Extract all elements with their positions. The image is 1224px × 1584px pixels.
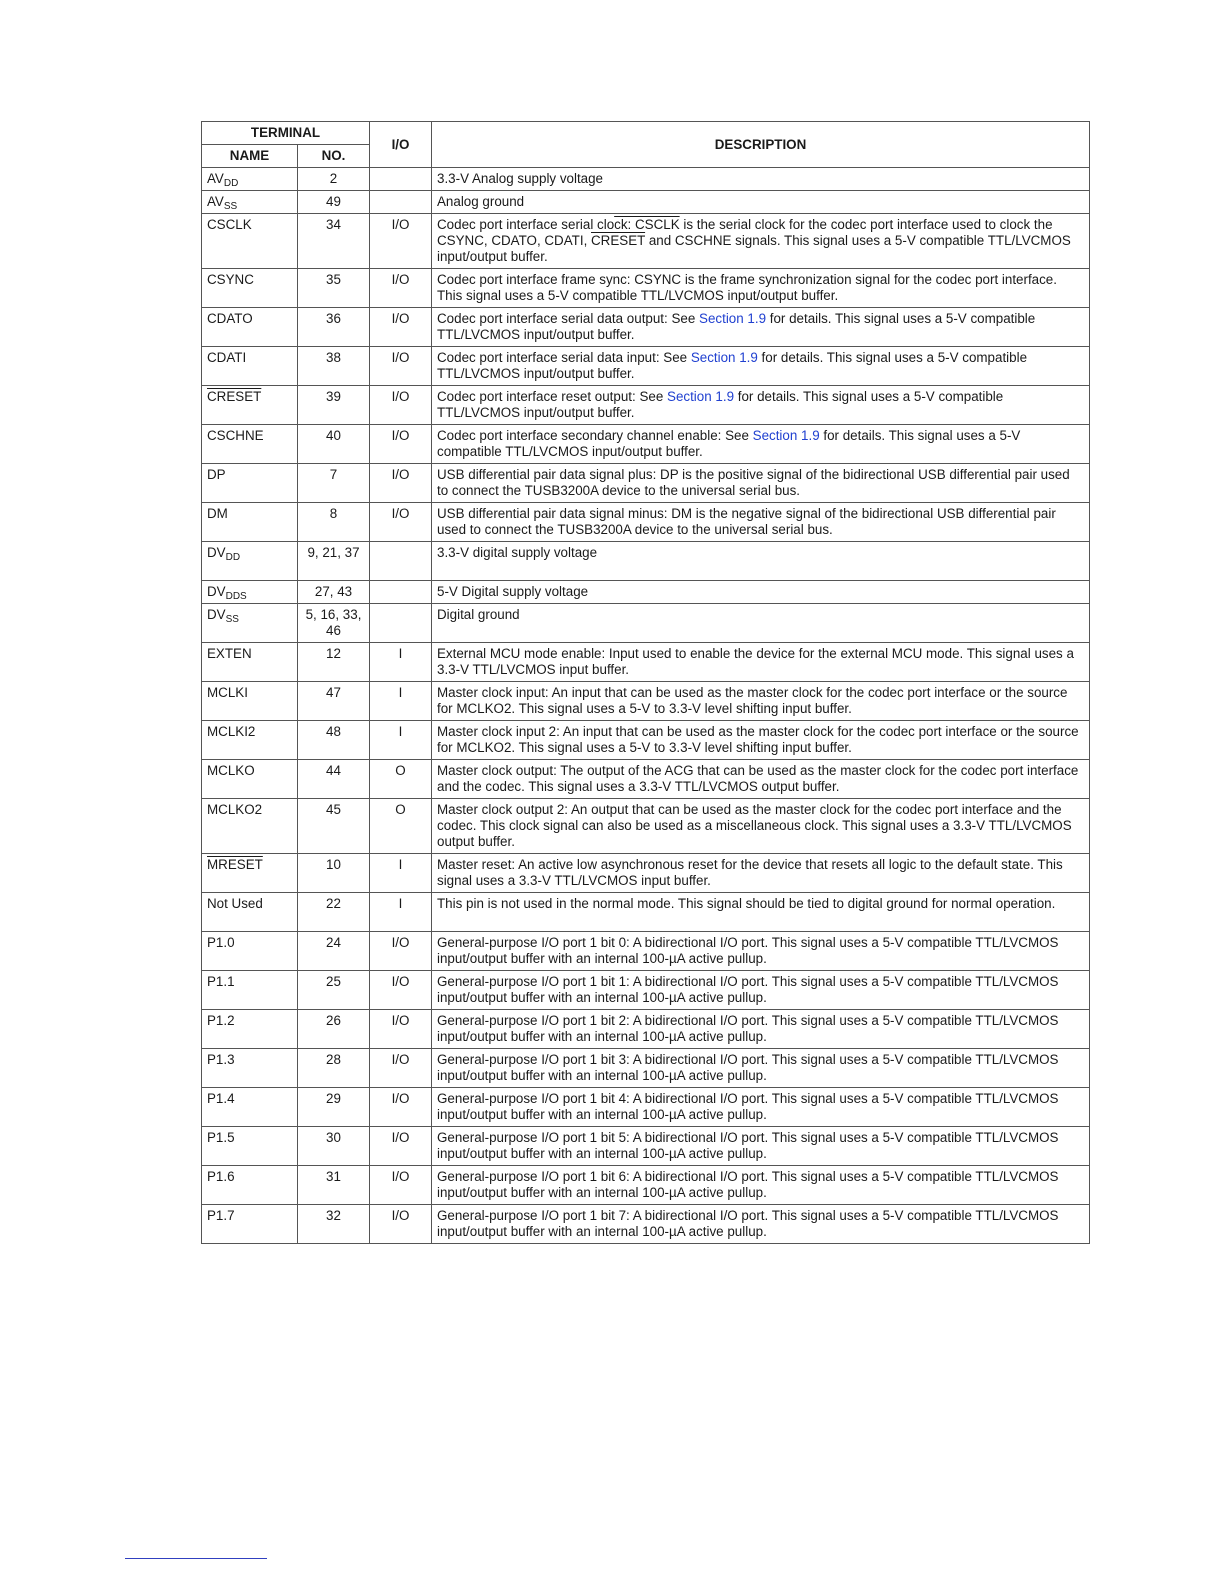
terminal-number: 28 (298, 1049, 370, 1088)
terminal-number: 8 (298, 503, 370, 542)
table-row (202, 503, 1090, 542)
terminal-name-text: P1.7 (207, 1208, 235, 1223)
terminal-name (202, 168, 298, 191)
terminal-number: 9, 21, 37 (298, 542, 370, 581)
terminal-io: I/O (370, 347, 432, 386)
description-text: Codec port interface reset output: See (437, 389, 668, 404)
description-text: Codec port interface serial data input: See (437, 350, 691, 365)
table-row (202, 893, 1090, 932)
description-text: Codec port interface serial data output: See (437, 311, 700, 326)
terminal-name (202, 464, 298, 503)
terminal-description (432, 682, 1090, 721)
terminal-name (202, 760, 298, 799)
table-row (202, 464, 1090, 503)
terminal-name-subscript: SS (225, 614, 239, 625)
terminal-io: I/O (370, 1088, 432, 1127)
terminal-name-text: DP (207, 467, 226, 482)
terminal-io (370, 542, 432, 581)
terminal-name (202, 854, 298, 893)
terminal-io: I/O (370, 503, 432, 542)
terminal-name-text: CSCHNE (207, 428, 264, 443)
terminal-description (432, 269, 1090, 308)
terminal-number: 29 (298, 1088, 370, 1127)
terminal-description (432, 854, 1090, 893)
terminal-io: I (370, 643, 432, 682)
description-text: and CSCHNE signals. This signal uses a 5-V compatible TTL/LVCMOS input/output buffer. (437, 233, 1071, 264)
terminal-name (202, 214, 298, 269)
terminal-name (202, 425, 298, 464)
terminal-name-text: EXTEN (207, 646, 252, 661)
terminal-number: 39 (298, 386, 370, 425)
terminal-name-text: CDATI (207, 350, 247, 365)
terminal-number: 47 (298, 682, 370, 721)
terminal-name (202, 1166, 298, 1205)
description-text: Codec port interface serial clo (437, 217, 615, 232)
description-text: Digital ground (437, 607, 520, 622)
terminal-name-text: CDATO (207, 311, 253, 326)
terminal-description (432, 386, 1090, 425)
terminal-description (432, 581, 1090, 604)
terminal-io: I/O (370, 464, 432, 503)
terminal-description (432, 503, 1090, 542)
terminal-description (432, 308, 1090, 347)
terminal-description (432, 464, 1090, 503)
terminal-io: O (370, 799, 432, 854)
section-link[interactable]: Section 1.9 (667, 389, 735, 404)
terminal-name-text: P1.4 (207, 1091, 235, 1106)
terminal-io: I/O (370, 1049, 432, 1088)
terminal-number: 38 (298, 347, 370, 386)
table-row (202, 604, 1090, 643)
terminal-io: I/O (370, 932, 432, 971)
terminal-io (370, 168, 432, 191)
terminal-number: 22 (298, 893, 370, 932)
terminal-description (432, 643, 1090, 682)
description-text: Master reset: An active low asynchronous reset for the device that resets all logic to the default state. This signal uses a 3.3-V TTL/LVCMOS input buffer. (437, 857, 1063, 888)
description-text: General-purpose I/O port 1 bit 1: A bidirectional I/O port. This signal uses a 5-V compatible TTL/LVCMOS input/output buffer with an internal 100-µA active pullup. (437, 974, 1059, 1005)
terminal-io: I/O (370, 1205, 432, 1244)
terminal-description (432, 1049, 1090, 1088)
terminal-description (432, 214, 1090, 269)
section-link[interactable]: Section 1.9 (752, 428, 820, 443)
section-link[interactable]: Section 1.9 (699, 311, 767, 326)
table-body (202, 168, 1090, 1244)
terminal-number: 31 (298, 1166, 370, 1205)
table-row (202, 168, 1090, 191)
terminal-description (432, 347, 1090, 386)
table-row (202, 1010, 1090, 1049)
description-text: for details. This signal uses a 5-V compatible TTL/LVCMOS input/output buffer. (437, 428, 1021, 459)
table-row (202, 760, 1090, 799)
terminal-name-subscript: DD (225, 552, 241, 563)
io-header: I/O (370, 122, 432, 168)
terminal-io: I (370, 893, 432, 932)
terminal-name-text: MRESET (207, 857, 263, 872)
terminal-name (202, 347, 298, 386)
terminal-name (202, 308, 298, 347)
terminal-io (370, 604, 432, 643)
terminal-name-subscript: DD (223, 178, 239, 189)
table-row (202, 1127, 1090, 1166)
table-row (202, 347, 1090, 386)
terminal-name (202, 721, 298, 760)
terminal-name-text: P1.3 (207, 1052, 235, 1067)
terminal-number: 49 (298, 191, 370, 214)
table-row (202, 1205, 1090, 1244)
description-text: General-purpose I/O port 1 bit 4: A bidirectional I/O port. This signal uses a 5-V compatible TTL/LVCMOS input/output buffer with an internal 100-µA active pullup. (437, 1091, 1059, 1122)
table-row (202, 425, 1090, 464)
description-text: is the serial clock for the codec port interface used to clock the CSYNC, CDATO, CDATI, (437, 217, 1053, 248)
terminal-description (432, 971, 1090, 1010)
terminal-description (432, 1166, 1090, 1205)
terminal-name (202, 893, 298, 932)
description-text: Master clock input 2: An input that can be used as the master clock for the codec port interface or the source for MCLKO2. This signal uses a 5-V to 3.3-V level shifting input buffer. (437, 724, 1079, 755)
terminal-io: I/O (370, 1127, 432, 1166)
table-row (202, 581, 1090, 604)
table-row (202, 542, 1090, 581)
description-header: DESCRIPTION (432, 122, 1090, 168)
table-row (202, 214, 1090, 269)
description-text: External MCU mode enable: Input used to enable the device for the external MCU mode. This signal uses a 3.3-V TTL/LVCMOS input buffer. (437, 646, 1074, 677)
table-row (202, 1049, 1090, 1088)
terminal-name (202, 191, 298, 214)
terminal-number: 45 (298, 799, 370, 854)
terminal-name (202, 1205, 298, 1244)
terminal-name-text: P1.6 (207, 1169, 235, 1184)
terminal-number: 35 (298, 269, 370, 308)
terminal-name-text: CSCLK (207, 217, 252, 232)
terminal-name-text: P1.5 (207, 1130, 235, 1145)
terminal-io: I/O (370, 308, 432, 347)
terminal-name-text: DM (207, 506, 228, 521)
terminal-name (202, 269, 298, 308)
description-text: General-purpose I/O port 1 bit 0: A bidirectional I/O port. This signal uses a 5-V compatible TTL/LVCMOS input/output buffer with an internal 100-µA active pullup. (437, 935, 1059, 966)
terminal-name-text: DV (207, 584, 226, 599)
terminal-description (432, 425, 1090, 464)
terminal-name (202, 581, 298, 604)
terminal-description (432, 799, 1090, 854)
description-text: 3.3-V Analog supply voltage (437, 171, 604, 186)
terminal-name-text: MCLKO2 (207, 802, 263, 817)
description-text: for details. This signal uses a 5-V compatible TTL/LVCMOS input/output buffer. (437, 389, 1004, 420)
table-row (202, 386, 1090, 425)
terminal-description (432, 932, 1090, 971)
terminal-name-text: AV (207, 194, 224, 209)
terminal-name-text: MCLKI2 (207, 724, 256, 739)
table-row (202, 932, 1090, 971)
description-text: 5-V Digital supply voltage (437, 584, 589, 599)
terminal-name-text: CSYNC (207, 272, 254, 287)
table-row (202, 721, 1090, 760)
terminal-name-text: P1.2 (207, 1013, 235, 1028)
terminal-number: 24 (298, 932, 370, 971)
terminal-name (202, 682, 298, 721)
terminal-number: 36 (298, 308, 370, 347)
terminal-functions-table (201, 121, 1090, 1244)
description-text: Master clock input: An input that can be used as the master clock for the codec port interface or the source for MCLKO2. This signal uses a 5-V to 3.3-V level shifting input buffer. (437, 685, 1068, 716)
description-text: This pin is not used in the normal mode. This signal should be tied to digital ground for normal operation. (437, 896, 1056, 911)
terminal-name (202, 971, 298, 1010)
terminal-name (202, 932, 298, 971)
terminal-io: I (370, 854, 432, 893)
table-row (202, 1166, 1090, 1205)
description-text: General-purpose I/O port 1 bit 6: A bidirectional I/O port. This signal uses a 5-V compatible TTL/LVCMOS input/output buffer with an internal 100-µA active pullup. (437, 1169, 1059, 1200)
terminal-description (432, 721, 1090, 760)
terminal-name (202, 542, 298, 581)
terminal-io: I/O (370, 269, 432, 308)
terminal-header: TERMINAL (202, 122, 370, 145)
terminal-io: I/O (370, 386, 432, 425)
terminal-name-text: P1.1 (207, 974, 235, 989)
description-text: USB differential pair data signal minus: DM is the negative signal of the bidirectional USB differential pair used to connect the TUSB3200A device to the universal serial bus. (437, 506, 1056, 537)
terminal-number: 30 (298, 1127, 370, 1166)
terminal-io: I/O (370, 1010, 432, 1049)
terminal-number: 12 (298, 643, 370, 682)
terminal-description (432, 1088, 1090, 1127)
description-text: General-purpose I/O port 1 bit 7: A bidirectional I/O port. This signal uses a 5-V compatible TTL/LVCMOS input/output buffer with an internal 100-µA active pullup. (437, 1208, 1059, 1239)
table-row (202, 191, 1090, 214)
terminal-name (202, 604, 298, 643)
table-row (202, 308, 1090, 347)
terminal-description (432, 893, 1090, 932)
terminal-description (432, 1127, 1090, 1166)
terminal-description (432, 1010, 1090, 1049)
terminal-name (202, 1127, 298, 1166)
terminal-name-text: CRESET (207, 389, 262, 404)
description-text: Master clock output: The output of the ACG that can be used as the master clock for the codec port interface and the codec. This signal uses a 3.3-V TTL/LVCMOS output buffer. (437, 763, 1079, 794)
description-text: Master clock output 2: An output that can be used as the master clock for the codec port interface and the codec. This clock signal can also be used as a miscellaneous clock. This signal uses a 3.3-V TTL/LVCMOS output buffer. (437, 802, 1072, 849)
terminal-name (202, 1088, 298, 1127)
name-header: NAME (202, 145, 298, 168)
terminal-name (202, 386, 298, 425)
terminal-description (432, 191, 1090, 214)
description-text: General-purpose I/O port 1 bit 3: A bidirectional I/O port. This signal uses a 5-V compatible TTL/LVCMOS input/output buffer with an internal 100-µA active pullup. (437, 1052, 1059, 1083)
terminal-io: I (370, 721, 432, 760)
description-text: 3.3-V digital supply voltage (437, 545, 598, 560)
description-overlined-text: CRESET (591, 233, 646, 248)
terminal-name-text: DV (207, 607, 226, 622)
description-text: Codec port interface secondary channel enable: See (437, 428, 753, 443)
terminal-description (432, 1205, 1090, 1244)
terminal-name-subscript: SS (223, 201, 238, 212)
terminal-io: I (370, 682, 432, 721)
description-text: for details. This signal uses a 5-V compatible TTL/LVCMOS input/output buffer. (437, 311, 1036, 342)
terminal-description (432, 542, 1090, 581)
table-row (202, 971, 1090, 1010)
description-text: USB differential pair data signal plus: DP is the positive signal of the bidirectional USB differential pair used to connect the TUSB3200A device to the universal serial bus. (437, 467, 1070, 498)
terminal-name-text: Not Used (207, 896, 263, 911)
terminal-number: 26 (298, 1010, 370, 1049)
terminal-io: I/O (370, 1166, 432, 1205)
terminal-number: 40 (298, 425, 370, 464)
description-text: General-purpose I/O port 1 bit 2: A bidirectional I/O port. This signal uses a 5-V compatible TTL/LVCMOS input/output buffer with an internal 100-µA active pullup. (437, 1013, 1059, 1044)
terminal-name-text: MCLKO (207, 763, 255, 778)
terminal-number: 32 (298, 1205, 370, 1244)
terminal-description (432, 168, 1090, 191)
terminal-description (432, 604, 1090, 643)
terminal-io: I/O (370, 214, 432, 269)
section-link[interactable]: Section 1.9 (690, 350, 758, 365)
table-row (202, 854, 1090, 893)
terminal-name (202, 1049, 298, 1088)
terminal-name-text: P1.0 (207, 935, 235, 950)
terminal-io (370, 191, 432, 214)
table-header (202, 122, 1090, 168)
terminal-name (202, 1010, 298, 1049)
terminal-number: 5, 16, 33, 46 (298, 604, 370, 643)
terminal-io: I/O (370, 971, 432, 1010)
terminal-name-text: MCLKI (207, 685, 248, 700)
description-text: Analog ground (437, 194, 525, 209)
description-text: for details. This signal uses a 5-V compatible TTL/LVCMOS input/output buffer. (437, 350, 1028, 381)
terminal-io (370, 581, 432, 604)
table-row (202, 643, 1090, 682)
terminal-number: 25 (298, 971, 370, 1010)
terminal-name (202, 503, 298, 542)
terminal-number: 44 (298, 760, 370, 799)
terminal-name (202, 799, 298, 854)
table-row (202, 799, 1090, 854)
terminal-name (202, 643, 298, 682)
terminal-io: O (370, 760, 432, 799)
terminal-name-text: AV (207, 171, 224, 186)
terminal-io: I/O (370, 425, 432, 464)
terminal-description (432, 760, 1090, 799)
terminal-number: 7 (298, 464, 370, 503)
table-row (202, 682, 1090, 721)
table-row (202, 269, 1090, 308)
no-header: NO. (298, 145, 370, 168)
terminal-number: 2 (298, 168, 370, 191)
terminal-number: 34 (298, 214, 370, 269)
terminal-number: 10 (298, 854, 370, 893)
description-overlined-text: ck: CSCLK (614, 217, 680, 232)
description-text: General-purpose I/O port 1 bit 5: A bidirectional I/O port. This signal uses a 5-V compatible TTL/LVCMOS input/output buffer with an internal 100-µA active pullup. (437, 1130, 1059, 1161)
footnote-rule (125, 1558, 267, 1559)
description-text: Codec port interface frame sync: CSYNC is the frame synchronization signal for the codec port interface. This signal uses a 5-V compatible TTL/LVCMOS input/output buffer. (437, 272, 1057, 303)
terminal-name-text: DV (207, 545, 226, 560)
terminal-number: 27, 43 (298, 581, 370, 604)
table-row (202, 1088, 1090, 1127)
terminal-number: 48 (298, 721, 370, 760)
terminal-name-subscript: DDS (225, 591, 247, 602)
